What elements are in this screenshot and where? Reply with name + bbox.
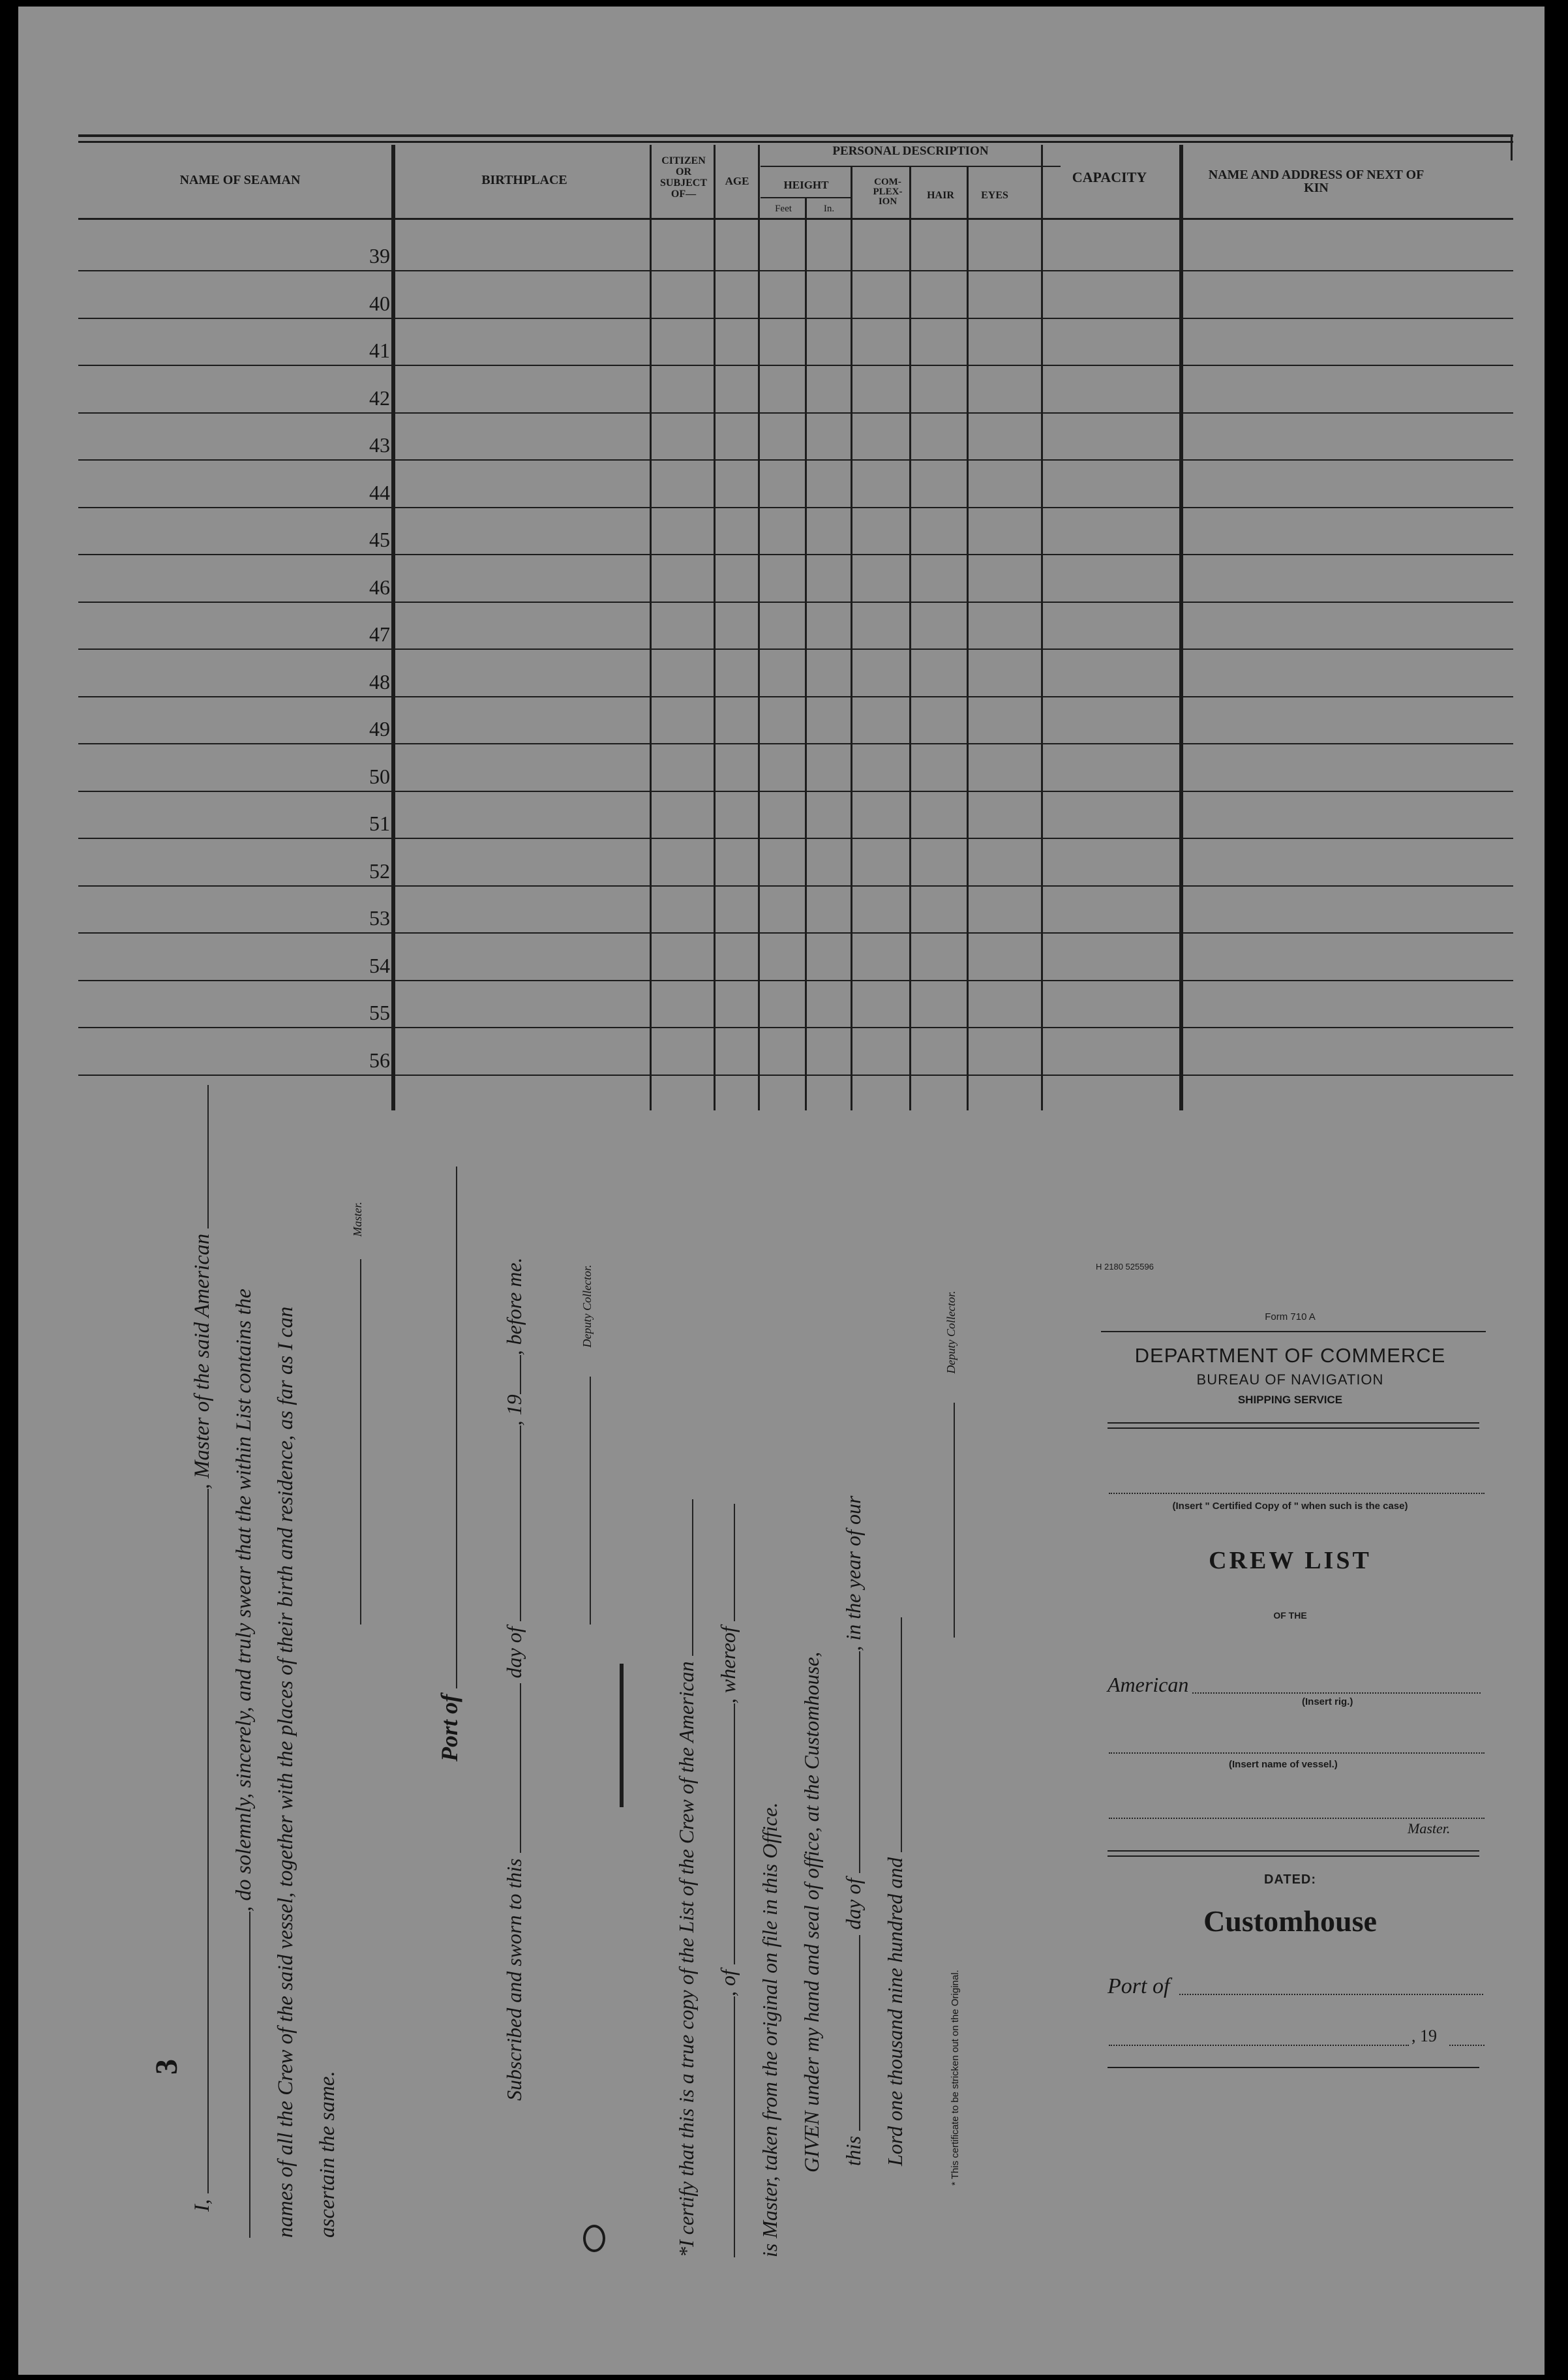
cover-rule-3 [1108,1427,1479,1429]
crew-list-sheet [18,7,1545,2375]
deputy-collector-line-1 [580,1265,594,1625]
oath-ascertain-text: ascertain the same. [316,2071,339,2238]
crew-list-title: CREW LIST [1209,1547,1372,1574]
top-rule [78,134,1513,137]
top-rule-2 [78,141,1513,143]
table-row[interactable] [78,226,1513,271]
header-feet: Feet [775,204,792,214]
table-row[interactable] [78,841,1513,887]
cert-month-blank[interactable] [859,1651,860,1873]
cert-blank-a[interactable] [734,1996,735,2257]
vessel-name-blank[interactable] [207,1085,209,1228]
customhouse-title: Customhouse [1203,1904,1377,1938]
table-row[interactable] [78,510,1513,555]
row-number: 45 [369,528,390,551]
table-row[interactable] [78,368,1513,414]
table-row[interactable] [78,1030,1513,1076]
cover-rule-4 [1108,1850,1479,1852]
oath-master-text: , Master of the said American [190,1233,214,1489]
row-number: 54 [369,954,390,977]
vessel-blank-2[interactable] [249,1912,250,2238]
stamp-mark [583,2225,605,2252]
row-number: 49 [369,717,390,740]
nineteen-text: , 19 [502,1394,526,1426]
row-number: 47 [369,622,390,646]
separator-bar [620,1664,624,1807]
master-signature-line [351,1202,365,1625]
table-row[interactable] [78,557,1513,603]
cert-this-text: this [841,2135,865,2166]
dated-label: DATED: [1263,1872,1317,1887]
deputy-signature-blank-2[interactable] [954,1403,955,1638]
subscribed-text: Subscribed and sworn to this [502,1858,526,2101]
cert-line-3 [758,1803,782,2257]
port-of-line [436,1167,463,1762]
header-name: NAME OF SEAMAN [179,173,301,187]
deputy-collector-label: Deputy Collector. [580,1264,594,1348]
cert-text-3: is Master, taken from the original on file in this Office. [758,1802,781,2257]
master-line[interactable] [1109,1818,1485,1819]
deputy-signature-blank[interactable] [590,1377,591,1625]
row-number: 52 [369,859,390,883]
oath-line-4 [316,2071,340,2238]
header-capacity: CAPACITY [1072,169,1147,185]
row-number: 44 [369,481,390,504]
master-name-blank[interactable] [207,1489,209,2194]
insert-rig-note: (Insert rig.) [1302,1696,1353,1707]
header-age: AGE [725,175,749,187]
row-number: 56 [369,1048,390,1072]
cert-day-of-text: day of [841,1878,865,1930]
header-inches: In. [823,204,835,214]
row-number: 55 [369,1001,390,1024]
port-of-cover-label: Port of [1108,1974,1170,1998]
cert-line-2 [716,1504,740,2257]
row-number: 48 [369,670,390,694]
header-eyes: EYES [981,190,1008,201]
header-complexion: COM- PLEX- ION [873,177,903,207]
row-number: 42 [369,386,390,410]
subscribed-line [502,1257,526,2101]
header-citizen: CITIZEN OR SUBJECT OF— [659,155,708,200]
table-row[interactable] [78,415,1513,461]
header-personal-description: PERSONAL DESCRIPTION [832,144,989,158]
port-of-label: Port of [436,1694,462,1762]
cert-line-1 [674,1499,699,2257]
cert-whereof-text: , whereof [716,1626,740,1704]
form-number: Form 710 A [1265,1311,1316,1322]
table-row[interactable] [78,746,1513,792]
header-next-of-kin: NAME AND ADDRESS OF NEXT OF KIN [1208,168,1425,195]
subscribed-year-blank[interactable] [520,1355,521,1394]
print-code: H 2180 525596 [1096,1262,1154,1272]
port-of-blank[interactable] [456,1167,457,1688]
cert-line-4 [800,1652,824,2173]
cert-blank-b[interactable] [734,1703,735,1964]
certified-copy-line[interactable] [1109,1493,1485,1494]
deputy-collector-label-2: Deputy Collector. [944,1290,957,1374]
subscribed-day-blank[interactable] [520,1683,521,1853]
row-number: 40 [369,292,390,315]
cert-year-blank[interactable] [901,1617,902,1852]
insert-certified-note: (Insert " Certified Copy of " when such is the case) [1172,1501,1408,1512]
oath-i: I, [190,2199,214,2212]
port-of-cover-line[interactable] [1179,1994,1483,1995]
row-number: 51 [369,812,390,835]
row-number: 41 [369,339,390,362]
cert-line-6 [883,1617,907,2166]
col-rule-end [1511,134,1513,160]
header-bottom-rule [78,218,1513,220]
cover-rule-5 [1108,1855,1479,1857]
of-the: OF THE [1273,1610,1307,1621]
cert-year-of-our-text: , in the year of our [841,1495,865,1651]
oath-line-2 [232,1289,256,2238]
master-label-cover: Master. [1408,1820,1451,1837]
header-height: HEIGHT [783,179,829,191]
rig-line[interactable] [1192,1692,1481,1694]
year-label: , 19 [1411,2026,1437,2045]
handwritten-mark: 3 [149,2059,184,2075]
row-number: 39 [369,244,390,267]
bureau: BUREAU OF NAVIGATION [1196,1371,1384,1388]
table-row[interactable] [78,936,1513,981]
cert-of-text: , of [716,1970,740,1996]
table-row[interactable] [78,604,1513,650]
vessel-name-line[interactable] [1109,1752,1485,1754]
insert-vessel-note: (Insert name of vessel.) [1229,1759,1338,1770]
cert-text-1: *I certify that this is a true copy of the List of the Crew of the American [674,1661,698,2257]
master-signature-blank[interactable] [360,1259,361,1625]
row-number: 43 [369,433,390,457]
cert-blank-c[interactable] [734,1504,735,1621]
table-row[interactable] [78,652,1513,697]
table-row[interactable] [78,273,1513,319]
oath-line-1 [190,1085,215,2212]
table-row[interactable] [78,699,1513,744]
deputy-collector-line-2 [944,1291,958,1638]
oath-line-3 [274,1307,298,2238]
table-row[interactable] [78,463,1513,508]
cover-rule-6 [1108,2067,1479,2068]
cert-vessel-blank[interactable] [692,1499,693,1656]
subscribed-month-blank[interactable] [520,1426,521,1621]
cert-footnote-text: * This certificate to be stricken out on the Original. [950,1970,961,2186]
service: SHIPPING SERVICE [1237,1394,1343,1406]
oath-swear-text: , do solemnly, sincerely, and truly swear that the within List contains the [232,1289,256,1912]
department: DEPARTMENT OF COMMERCE [1134,1344,1446,1367]
header-birthplace: BIRTHPLACE [481,173,567,187]
day-of-text: day of [502,1626,526,1679]
cover-rule-2 [1108,1422,1479,1424]
date-line[interactable] [1109,2045,1409,2046]
cover-rule-1 [1101,1331,1486,1332]
master-label: Master. [351,1202,364,1237]
american-label: American [1108,1673,1189,1696]
header-hair: HAIR [927,190,954,201]
before-me-text: , before me. [502,1257,526,1356]
cert-day-blank[interactable] [859,1935,860,2131]
oath-names-text: names of all the Crew of the said vessel, together with the places of their birth and residence, as far as I can [274,1306,297,2238]
table-row[interactable] [78,793,1513,839]
table-row[interactable] [78,888,1513,934]
year-blank[interactable] [1449,2045,1485,2046]
cert-footnote [950,1970,961,2186]
cert-text-4: GIVEN under my hand and seal of office, at the Customhouse, [800,1651,823,2173]
row-number: 46 [369,575,390,599]
cert-text-6: Lord one thousand nine hundred and [883,1857,907,2166]
cert-line-5 [841,1495,866,2166]
table-row[interactable] [78,983,1513,1028]
row-number: 53 [369,906,390,930]
table-row[interactable] [78,320,1513,366]
row-number: 50 [369,765,390,788]
